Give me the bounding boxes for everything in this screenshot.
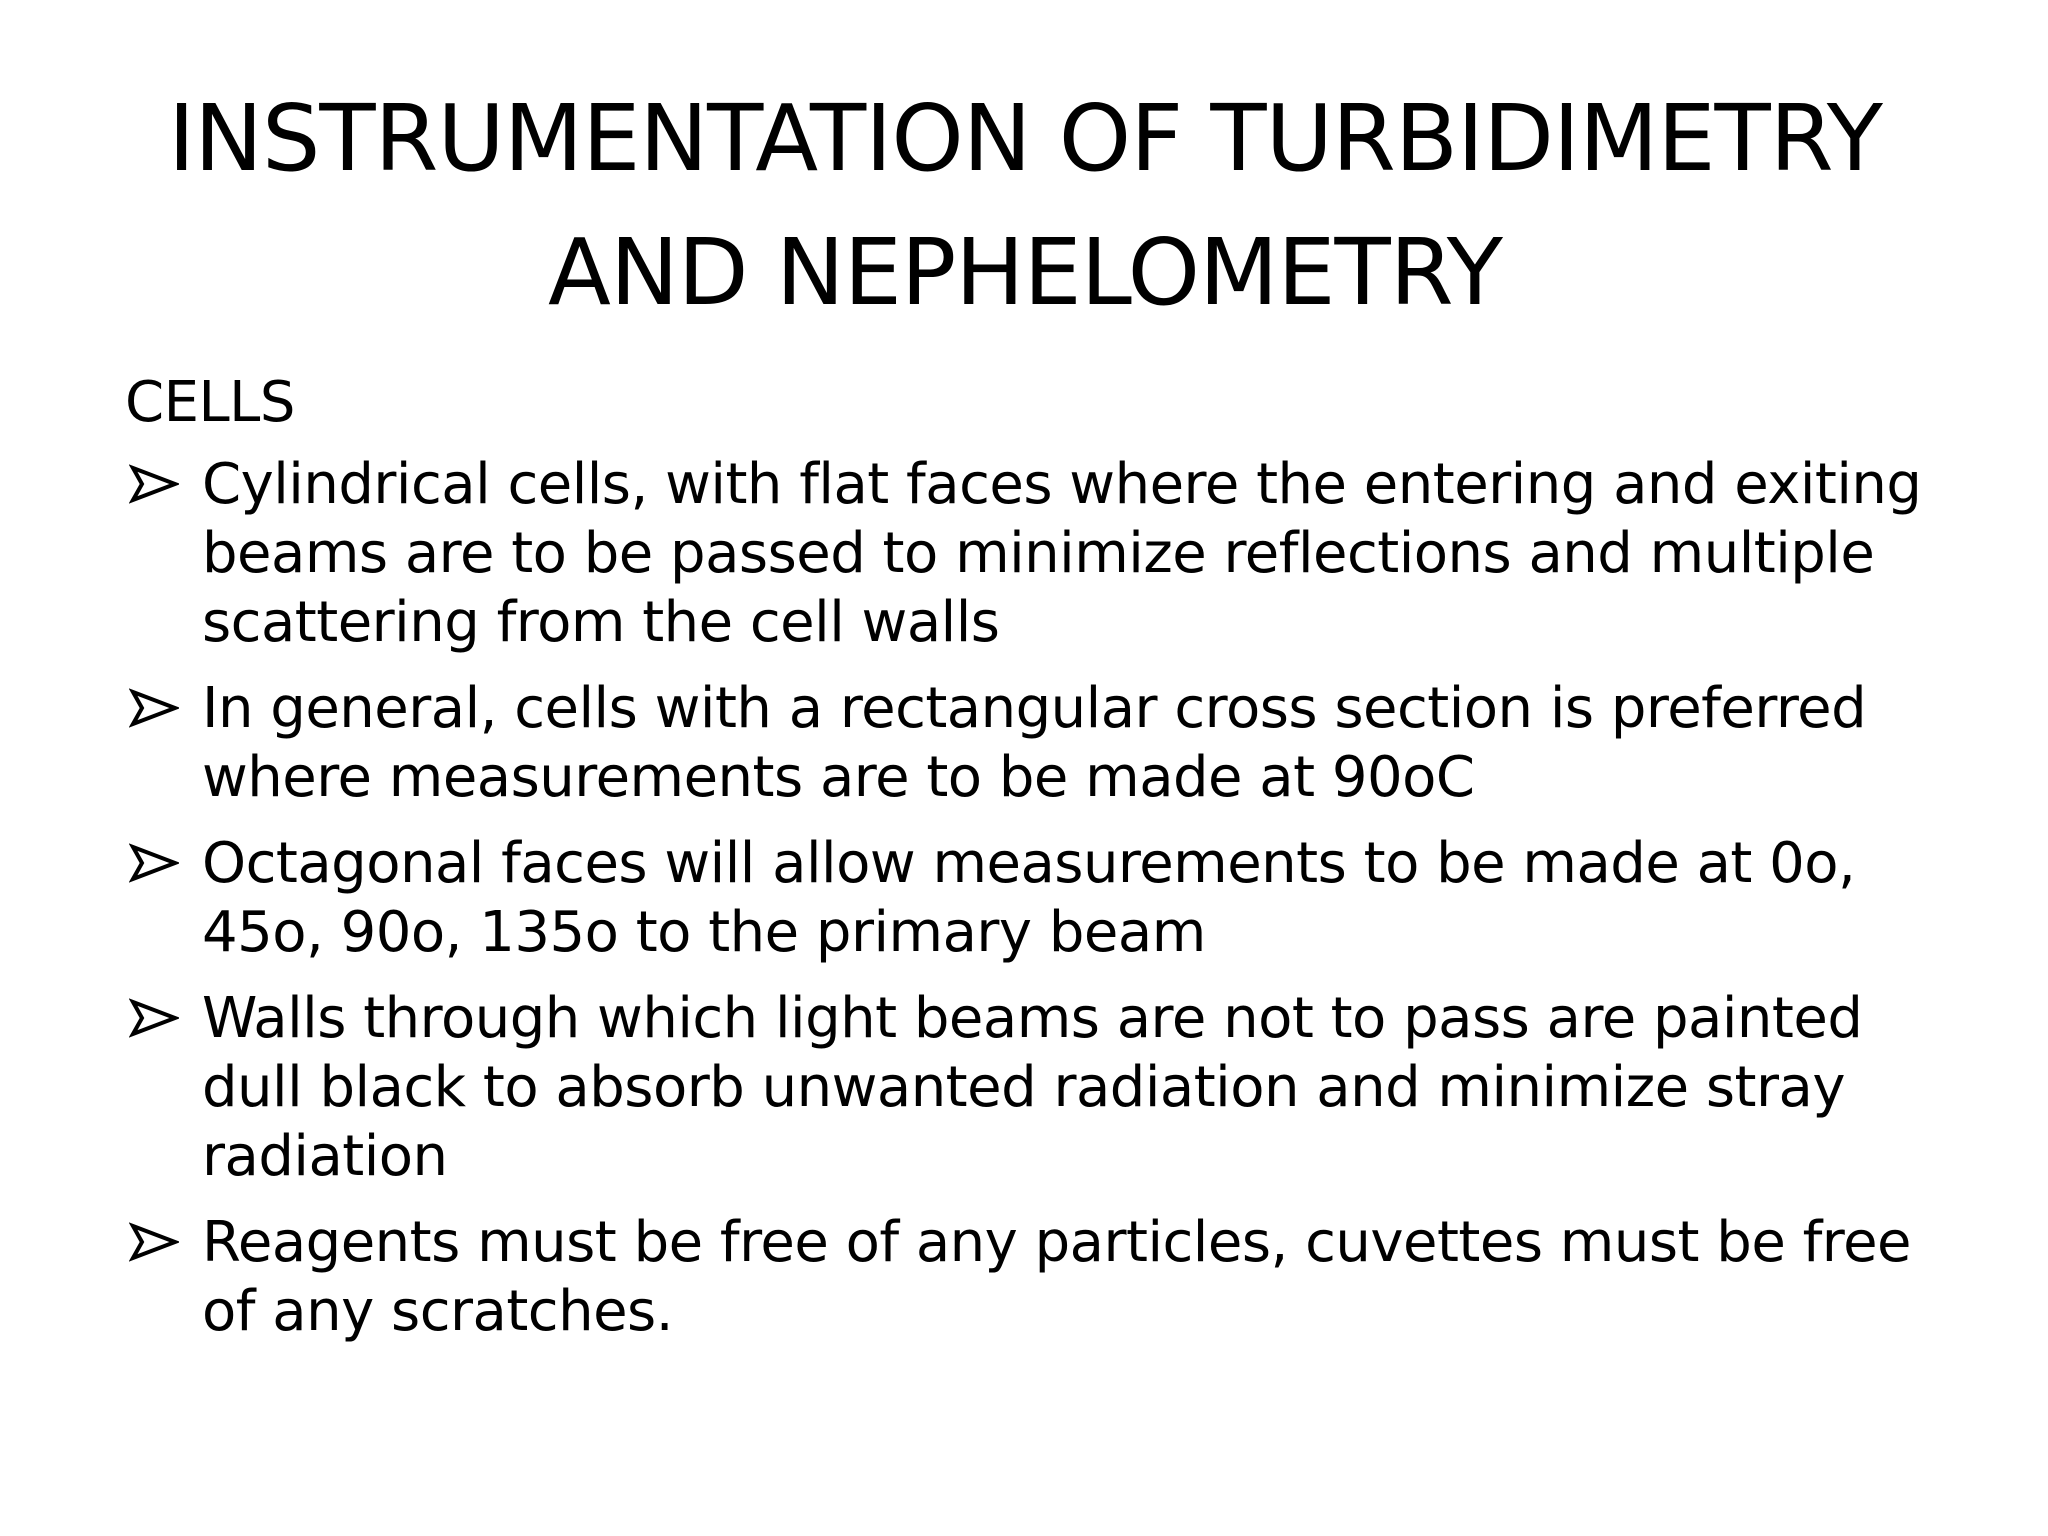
slide-title-line: AND NEPHELOMETRY — [548, 219, 1502, 326]
arrowhead-bullet-icon — [129, 1222, 179, 1262]
section-heading: CELLS — [125, 370, 295, 435]
bullet-text: Octagonal faces will allow measurements to be made at 0o, 45o, 90o, 135o to the primary beam — [202, 831, 1856, 965]
slide-title-line: INSTRUMENTATION OF TURBIDIMETRY — [168, 85, 1882, 192]
bullet-item — [125, 1208, 1975, 1346]
arrowhead-bullet-icon — [129, 464, 179, 504]
arrowhead-bullet-icon — [129, 843, 179, 883]
arrowhead-bullet-icon — [129, 688, 179, 728]
bullet-text: Reagents must be free of any particles, cuvettes must be free of any scratches. — [202, 1210, 1911, 1344]
arrowhead-bullet-icon — [129, 998, 179, 1038]
bullet-item — [125, 450, 1975, 657]
slide-body — [125, 368, 1975, 1363]
bullet-text: Cylindrical cells, with flat faces where the entering and exiting beams are to be passed to minimize reflections and multiple scattering from the cell walls — [202, 452, 1922, 655]
bullet-list — [125, 450, 1975, 1346]
bullet-item — [125, 674, 1975, 812]
bullet-text: In general, cells with a rectangular cross section is preferred where measurements are to be made at 90oC — [202, 676, 1867, 810]
bullet-item — [125, 829, 1975, 967]
bullet-text: Walls through which light beams are not to pass are painted dull black to absorb unwanted radiation and minimize stray radiation — [202, 986, 1863, 1189]
bullet-item — [125, 984, 1975, 1191]
slide-title — [110, 72, 1940, 340]
